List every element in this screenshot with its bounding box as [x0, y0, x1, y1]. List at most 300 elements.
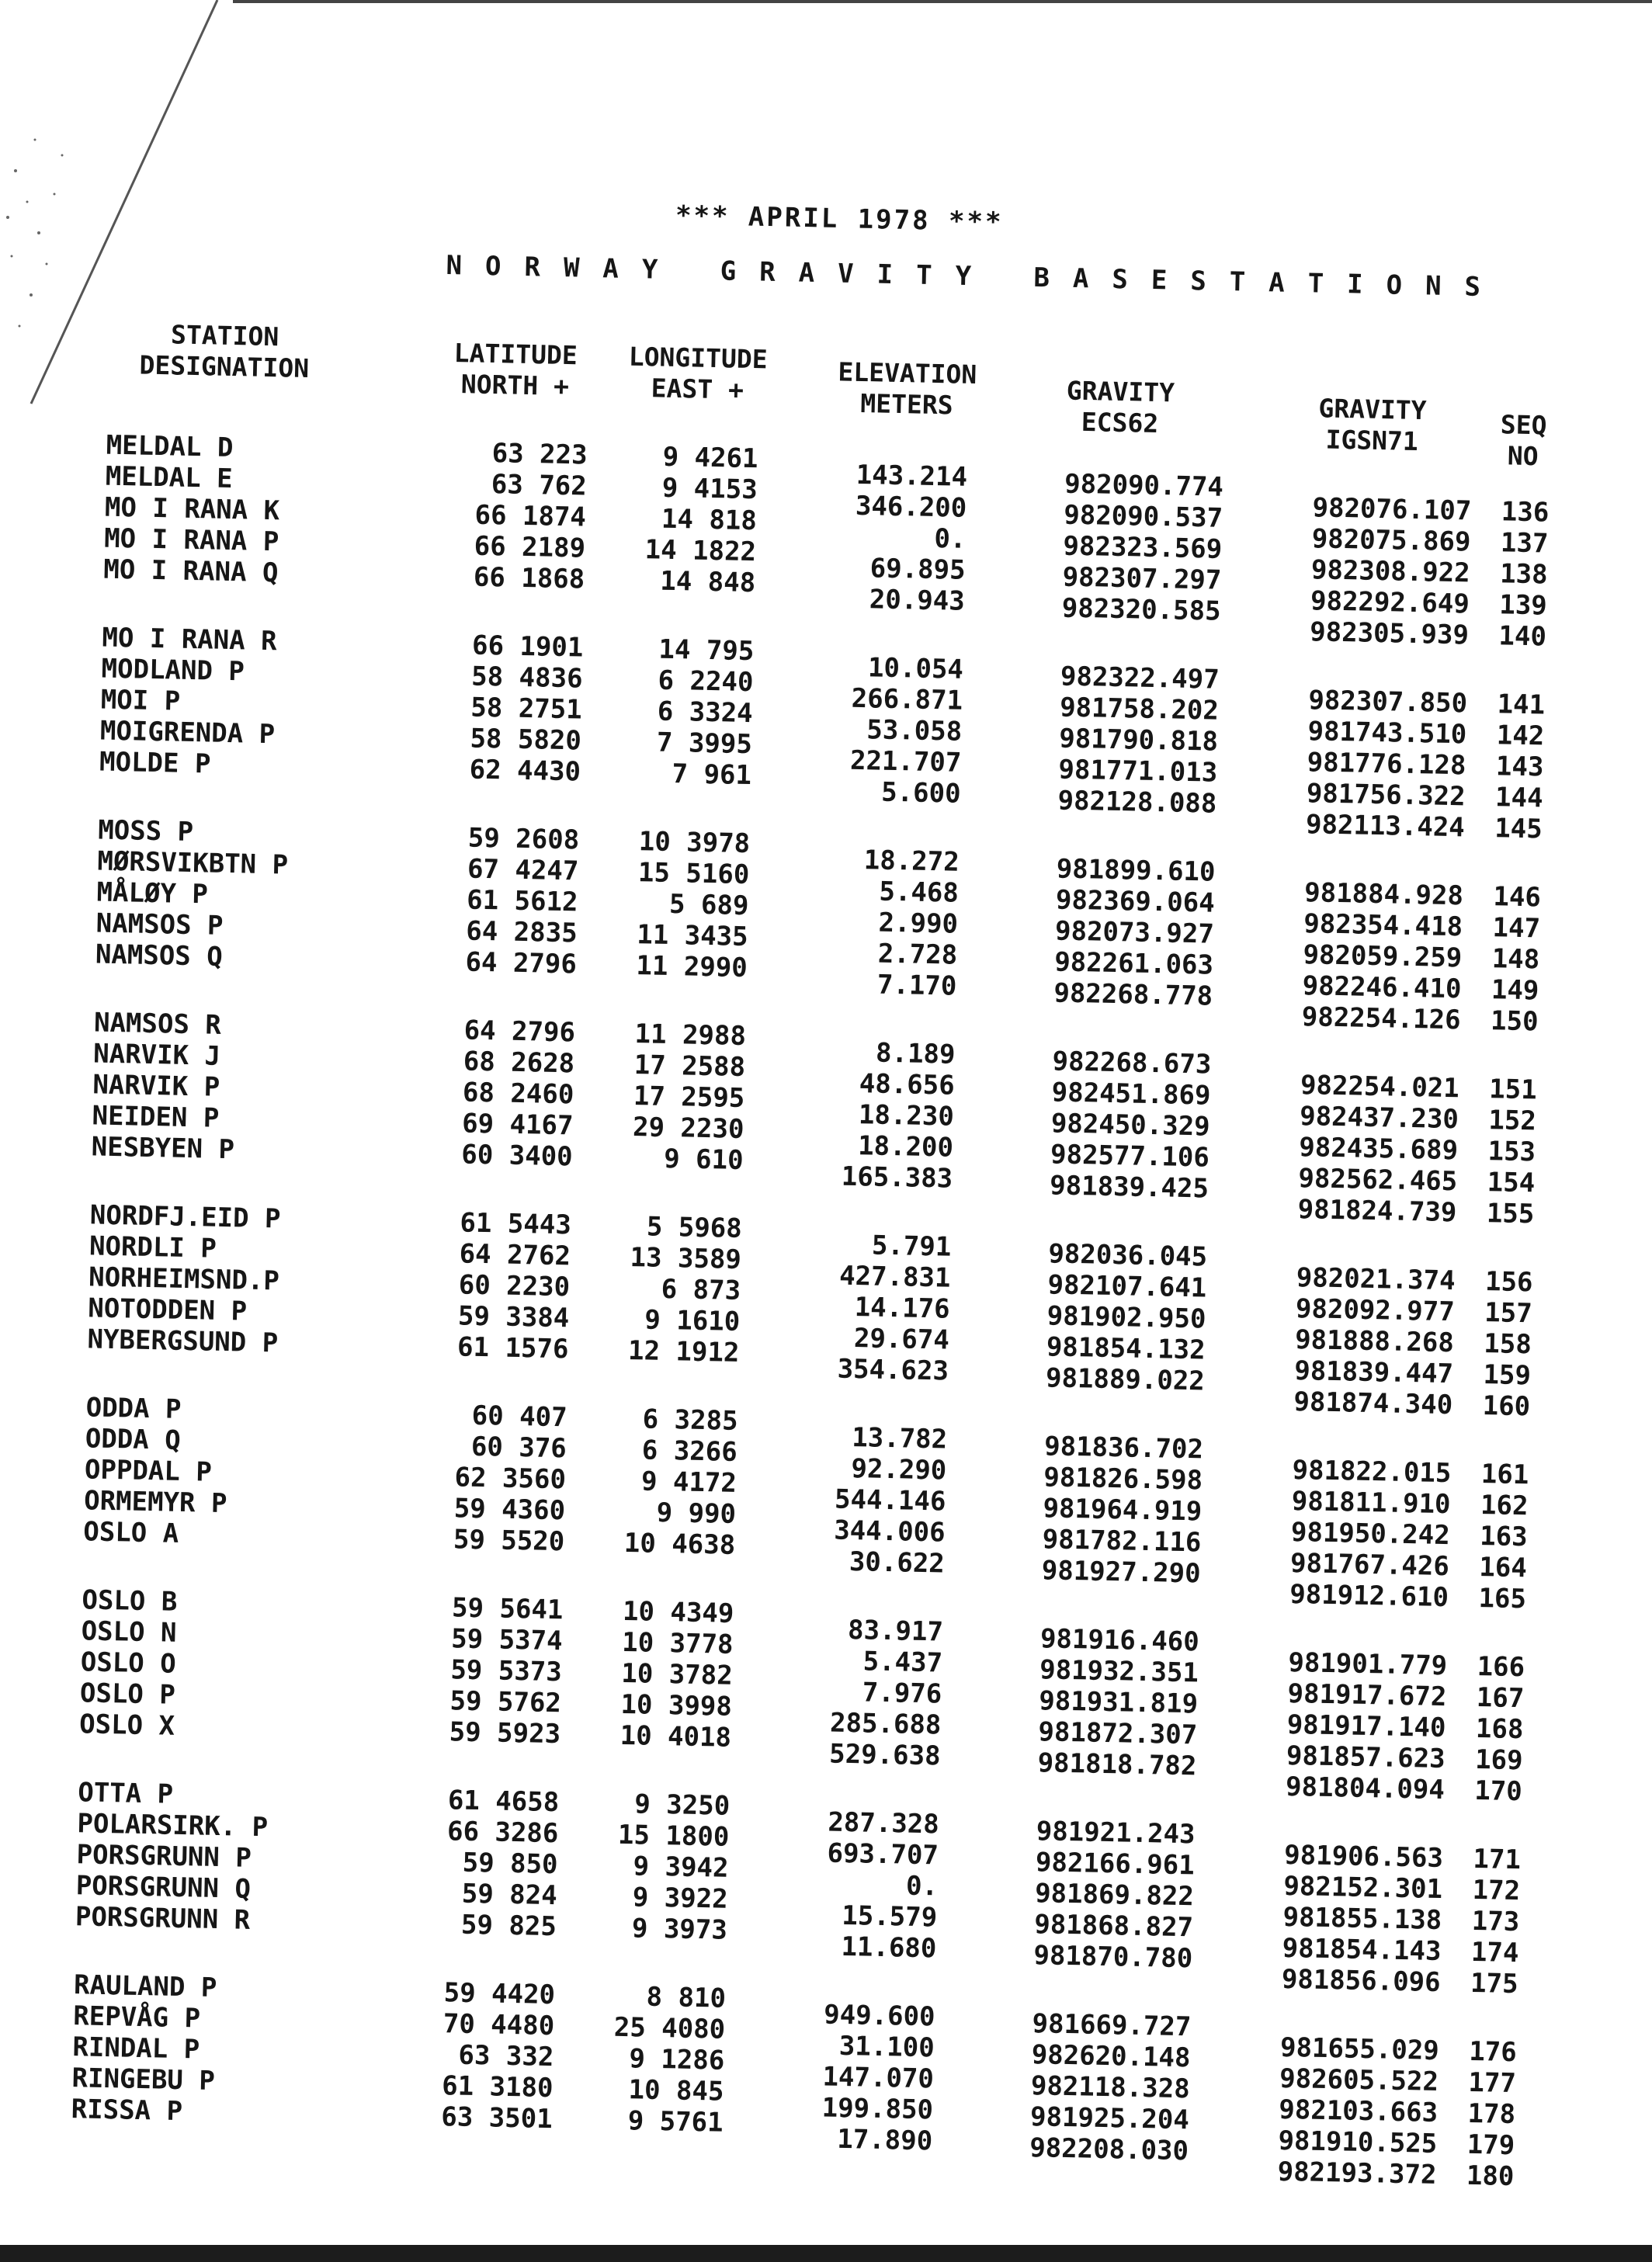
seq-number-cell: 166 — [1477, 1650, 1525, 1684]
elevation-cell: 48.656 — [859, 1068, 956, 1102]
station-name: MELDAL E — [105, 460, 233, 495]
longitude-cell: 10 4638 — [623, 1527, 736, 1561]
elevation-cell: 18.230 — [858, 1099, 955, 1133]
latitude-cell: 61 4658 — [447, 1785, 560, 1819]
station-name: ODDA P — [85, 1392, 182, 1425]
seq-number-cell: 179 — [1466, 2128, 1515, 2162]
station-name: OSLO X — [78, 1709, 175, 1742]
elevation-cell: 344.006 — [833, 1514, 946, 1549]
gravity-igsn71-cell: 982435.689 — [1298, 1131, 1459, 1167]
elevation-cell: 18.200 — [857, 1130, 954, 1164]
gravity-ecs62-cell: 981932.351 — [1039, 1654, 1199, 1689]
longitude-cell: 14 1822 — [644, 534, 757, 568]
report-date: *** APRIL 1978 *** — [675, 199, 1004, 238]
gravity-igsn71-cell: 982308.922 — [1310, 554, 1471, 589]
station-name: MO I RANA P — [103, 522, 279, 558]
longitude-cell: 14 818 — [661, 503, 758, 537]
longitude-cell: 5 5968 — [646, 1211, 743, 1244]
longitude-cell: 9 4153 — [661, 472, 758, 506]
longitude-cell: 11 2990 — [636, 950, 748, 984]
latitude-cell: 68 2460 — [462, 1077, 574, 1111]
latitude-cell: 64 2796 — [463, 1015, 576, 1049]
gravity-ecs62-cell: 982208.030 — [1029, 2132, 1189, 2167]
seq-number-cell: 141 — [1497, 689, 1546, 721]
gravity-igsn71-cell: 982152.301 — [1283, 1870, 1443, 1906]
longitude-cell: 7 3995 — [656, 727, 753, 761]
longitude-cell: 9 5761 — [627, 2105, 724, 2139]
gravity-igsn71-cell: 981767.426 — [1289, 1547, 1450, 1583]
gravity-igsn71-cell: 982605.522 — [1279, 2063, 1439, 2098]
gravity-ecs62-cell: 982577.106 — [1050, 1139, 1210, 1174]
station-name: NYBERGSUND P — [87, 1324, 279, 1359]
station-name: NARVIK J — [92, 1038, 221, 1072]
gravity-ecs62-cell: 982073.927 — [1054, 915, 1215, 950]
gravity-ecs62-cell: 982090.774 — [1064, 468, 1224, 503]
gravity-ecs62-cell: 981916.460 — [1039, 1623, 1200, 1658]
latitude-cell: 59 5520 — [453, 1524, 565, 1558]
latitude-cell: 58 2751 — [470, 692, 583, 726]
station-name: NAMSOS R — [93, 1007, 222, 1041]
longitude-cell: 12 1912 — [627, 1334, 740, 1369]
station-name: RINGEBU P — [71, 2063, 216, 2097]
station-name: OPPDAL P — [84, 1454, 213, 1488]
seq-number-cell: 150 — [1490, 1005, 1539, 1038]
elevation-cell: 13.782 — [851, 1422, 948, 1455]
latitude-cell: 58 5820 — [470, 723, 582, 757]
longitude-cell: 9 990 — [656, 1497, 737, 1530]
elevation-cell: 5.791 — [871, 1230, 952, 1263]
station-name: PORSGRUNN P — [76, 1839, 252, 1874]
seq-number-cell: 167 — [1476, 1681, 1525, 1715]
gravity-igsn71-cell: 982076.107 — [1312, 492, 1472, 527]
elevation-cell: 30.622 — [849, 1546, 946, 1580]
gravity-igsn71-cell: 982307.850 — [1308, 685, 1468, 720]
elevation-cell: 0. — [934, 522, 967, 555]
longitude-cell: 9 3250 — [633, 1788, 731, 1822]
station-name: MOI P — [100, 684, 181, 717]
gravity-igsn71-cell: 982021.374 — [1296, 1261, 1456, 1297]
seq-number-cell: 153 — [1487, 1136, 1536, 1168]
seq-number-cell: 149 — [1491, 974, 1539, 1007]
gravity-igsn71-cell: 981743.510 — [1307, 716, 1467, 751]
seq-number-cell: 168 — [1475, 1712, 1524, 1746]
elevation-cell: 2.990 — [878, 907, 959, 940]
station-name: REPVÅG P — [72, 2000, 201, 2035]
latitude-cell: 63 762 — [491, 469, 588, 502]
station-name: NOTODDEN P — [87, 1292, 248, 1327]
station-name: OSLO P — [79, 1677, 176, 1711]
elevation-cell: 266.871 — [851, 682, 963, 716]
gravity-ecs62-cell: 981931.819 — [1038, 1685, 1199, 1720]
gravity-igsn71-cell: 981917.672 — [1287, 1677, 1447, 1713]
gravity-ecs62-cell: 981790.818 — [1058, 723, 1219, 758]
gravity-ecs62-cell: 981872.307 — [1038, 1716, 1198, 1751]
scan-bottom-edge — [0, 2245, 1652, 2262]
gravity-igsn71-cell: 981888.268 — [1294, 1324, 1455, 1359]
station-name: RAULAND P — [73, 1969, 217, 2004]
gravity-ecs62-cell: 982166.961 — [1035, 1847, 1196, 1882]
station-name: MØRSVIKBTN P — [97, 845, 289, 881]
longitude-cell: 7 961 — [672, 758, 752, 792]
latitude-cell: 59 850 — [462, 1847, 558, 1881]
station-name: RISSA P — [71, 2094, 183, 2128]
gravity-ecs62-cell: 982107.641 — [1047, 1269, 1207, 1304]
gravity-ecs62-cell: 981758.202 — [1059, 692, 1220, 727]
latitude-cell: 61 1576 — [456, 1331, 569, 1365]
longitude-cell: 9 1610 — [644, 1304, 741, 1337]
longitude-cell: 6 3324 — [657, 696, 754, 730]
latitude-cell: 62 3560 — [454, 1462, 567, 1496]
seq-number-cell: 136 — [1501, 496, 1550, 529]
latitude-cell: 61 5443 — [460, 1207, 572, 1241]
station-name: OSLO N — [81, 1615, 177, 1649]
seq-number-cell: 158 — [1483, 1328, 1532, 1361]
longitude-cell: 25 4080 — [613, 2011, 726, 2045]
elevation-cell: 529.638 — [828, 1738, 941, 1772]
latitude-cell: 63 3501 — [440, 2101, 554, 2135]
longitude-cell: 11 3435 — [636, 919, 749, 953]
seq-number-cell: 138 — [1499, 558, 1549, 591]
longitude-cell: 17 2595 — [633, 1081, 745, 1115]
latitude-cell: 59 5373 — [450, 1654, 563, 1688]
gravity-ecs62-cell: 981921.243 — [1036, 1816, 1196, 1851]
elevation-cell: 949.600 — [823, 1999, 935, 2033]
seq-number-cell: 162 — [1480, 1489, 1529, 1522]
station-name: PORSGRUNN Q — [75, 1870, 252, 1905]
longitude-cell: 9 1286 — [629, 2043, 725, 2076]
gravity-ecs62-cell: 982451.869 — [1051, 1077, 1211, 1112]
latitude-cell: 60 376 — [470, 1431, 567, 1465]
elevation-cell: 5.468 — [879, 876, 960, 909]
seq-number-cell: 148 — [1491, 943, 1540, 976]
station-name: OTTA P — [77, 1777, 174, 1810]
gravity-ecs62-cell: 982036.045 — [1048, 1238, 1208, 1273]
gravity-ecs62-cell: 982268.673 — [1052, 1046, 1212, 1081]
elevation-cell: 285.688 — [829, 1707, 942, 1741]
latitude-cell: 59 825 — [460, 1909, 557, 1943]
seq-number-cell: 152 — [1488, 1105, 1537, 1137]
station-name: NAMSOS P — [95, 907, 224, 942]
longitude-cell: 15 1800 — [617, 1819, 730, 1853]
station-name: MÅLØY P — [96, 876, 209, 911]
elevation-cell: 7.170 — [876, 969, 957, 1002]
latitude-cell: 63 223 — [491, 438, 588, 471]
elevation-cell: 17.890 — [836, 2123, 933, 2157]
seq-number-cell: 140 — [1498, 620, 1547, 653]
longitude-cell: 5 689 — [668, 888, 749, 922]
latitude-cell: 59 5641 — [451, 1592, 564, 1626]
latitude-cell: 59 3384 — [457, 1300, 570, 1334]
seq-number-cell: 157 — [1484, 1297, 1533, 1330]
seq-number-cell: 169 — [1474, 1743, 1524, 1777]
gravity-igsn71-cell: 981839.447 — [1293, 1355, 1454, 1390]
seq-number-cell: 165 — [1478, 1582, 1527, 1615]
gravity-ecs62-cell: 982320.585 — [1061, 592, 1221, 627]
longitude-cell: 9 3942 — [633, 1851, 729, 1884]
elevation-cell: 427.831 — [838, 1260, 951, 1294]
longitude-cell: 9 3922 — [632, 1882, 729, 1915]
seq-number-cell: 172 — [1472, 1874, 1521, 1907]
station-name: RINDAL P — [72, 2031, 200, 2066]
station-name: ORMEMYR P — [83, 1485, 227, 1520]
station-name: PORSGRUNN R — [75, 1901, 251, 1936]
report-title: NORWAY GRAVITY BASESTATIONS — [446, 250, 1504, 304]
longitude-cell: 10 4018 — [620, 1719, 732, 1754]
station-name: NEIDEN P — [92, 1100, 220, 1134]
elevation-cell: 199.850 — [821, 2092, 934, 2126]
gravity-igsn71-cell: 982354.418 — [1303, 908, 1463, 943]
latitude-cell: 62 4430 — [469, 754, 581, 788]
station-name: POLARSIRK. P — [77, 1808, 269, 1844]
longitude-cell: 10 3782 — [620, 1657, 734, 1691]
seq-number-cell: 161 — [1480, 1459, 1529, 1491]
seq-number-cell: 174 — [1470, 1936, 1519, 1969]
station-name: MOIGRENDA P — [99, 715, 276, 751]
station-name: MODLAND P — [101, 653, 245, 688]
latitude-cell: 66 3286 — [446, 1816, 559, 1850]
gravity-ecs62-cell: 982369.064 — [1055, 884, 1216, 919]
gravity-ecs62-cell: 982090.537 — [1063, 499, 1223, 534]
gravity-ecs62-cell: 982307.297 — [1062, 561, 1222, 596]
seq-number-cell: 178 — [1467, 2097, 1516, 2131]
latitude-cell: 67 4247 — [467, 853, 579, 887]
scan-top-edge — [233, 0, 1652, 11]
latitude-cell: 59 5762 — [449, 1685, 562, 1719]
longitude-cell: 8 810 — [646, 1981, 727, 2014]
gravity-igsn71-cell: 981950.242 — [1290, 1516, 1451, 1552]
latitude-cell: 59 5923 — [449, 1716, 561, 1750]
elevation-cell: 29.674 — [853, 1323, 950, 1356]
gravity-igsn71-cell: 982305.939 — [1309, 616, 1470, 651]
col-gravity-igsn71-header: GRAVITY IGSN71 — [1318, 393, 1427, 457]
station-name: NORDFJ.EID P — [89, 1199, 281, 1235]
station-name: NORDLI P — [88, 1230, 217, 1265]
elevation-cell: 147.070 — [822, 2061, 935, 2095]
elevation-cell: 14.176 — [854, 1292, 951, 1325]
gravity-ecs62-cell: 981771.013 — [1058, 754, 1218, 789]
longitude-cell: 10 3978 — [638, 826, 751, 860]
gravity-ecs62-cell: 981854.132 — [1046, 1331, 1206, 1366]
seq-number-cell: 170 — [1473, 1775, 1523, 1808]
elevation-cell: 287.328 — [828, 1806, 940, 1840]
seq-number-cell: 151 — [1488, 1074, 1538, 1106]
gravity-igsn71-cell: 982113.424 — [1305, 809, 1466, 844]
gravity-ecs62-cell: 981925.204 — [1029, 2101, 1190, 2136]
longitude-cell: 6 3266 — [641, 1435, 738, 1468]
longitude-cell: 13 3589 — [630, 1241, 742, 1275]
gravity-ecs62-cell: 981902.950 — [1046, 1300, 1206, 1335]
gravity-ecs62-cell: 981782.116 — [1042, 1524, 1202, 1559]
gravity-ecs62-cell: 982261.063 — [1053, 946, 1214, 981]
station-name: NESBYEN P — [91, 1131, 235, 1166]
latitude-cell: 59 824 — [461, 1878, 558, 1912]
gravity-igsn71-cell: 982193.372 — [1277, 2156, 1437, 2191]
gravity-igsn71-cell: 981854.143 — [1282, 1932, 1442, 1968]
gravity-ecs62-cell: 981839.425 — [1049, 1170, 1210, 1205]
station-name: NORHEIMSND.P — [88, 1261, 280, 1297]
station-name: MELDAL D — [106, 429, 234, 464]
elevation-cell: 31.100 — [838, 2030, 935, 2064]
longitude-cell: 15 5160 — [637, 857, 750, 891]
seq-number-cell: 173 — [1471, 1905, 1520, 1938]
gravity-igsn71-cell: 981901.779 — [1288, 1646, 1448, 1682]
gravity-ecs62-cell: 982620.148 — [1031, 2039, 1191, 2074]
latitude-cell: 60 2230 — [458, 1269, 571, 1303]
seq-number-cell: 142 — [1496, 720, 1545, 752]
latitude-cell: 64 2762 — [459, 1238, 571, 1272]
gravity-igsn71-cell: 982103.663 — [1278, 2094, 1439, 2129]
latitude-cell: 66 2189 — [474, 530, 586, 564]
gravity-igsn71-cell: 981655.029 — [1279, 2031, 1440, 2067]
gravity-igsn71-cell: 981804.094 — [1285, 1771, 1446, 1806]
station-name: MOSS P — [97, 814, 194, 848]
seq-number-cell: 147 — [1492, 912, 1541, 945]
gravity-igsn71-cell: 981910.525 — [1278, 2125, 1438, 2160]
gravity-igsn71-cell: 982562.465 — [1298, 1162, 1458, 1198]
latitude-cell: 58 4836 — [470, 661, 583, 695]
col-latitude-header: LATITUDE NORTH + — [453, 337, 578, 402]
gravity-igsn71-cell: 982059.259 — [1303, 939, 1463, 974]
seq-number-cell: 176 — [1468, 2035, 1518, 2069]
longitude-cell: 10 845 — [628, 2074, 724, 2108]
longitude-cell: 14 848 — [659, 565, 756, 599]
gravity-ecs62-cell: 981889.022 — [1045, 1362, 1206, 1397]
latitude-cell: 64 2835 — [465, 915, 578, 949]
station-name: NARVIK P — [92, 1069, 220, 1103]
gravity-igsn71-cell: 981824.739 — [1297, 1193, 1457, 1229]
data-table — [0, 313, 1652, 2226]
station-name: MO I RANA R — [102, 622, 278, 657]
col-station-header: STATION DESIGNATION — [139, 319, 310, 384]
gravity-ecs62-cell: 981818.782 — [1037, 1747, 1197, 1782]
latitude-cell: 61 5612 — [466, 884, 578, 918]
station-name: MO I RANA K — [104, 491, 280, 527]
elevation-cell: 20.943 — [869, 584, 966, 617]
gravity-ecs62-cell: 981869.822 — [1034, 1878, 1195, 1913]
seq-number-cell: 144 — [1494, 782, 1543, 814]
elevation-cell: 346.200 — [855, 490, 967, 524]
elevation-cell: 18.272 — [863, 845, 960, 878]
gravity-ecs62-cell: 982323.569 — [1063, 530, 1223, 565]
elevation-cell: 221.707 — [849, 744, 962, 779]
gravity-igsn71-cell: 981857.623 — [1286, 1740, 1446, 1775]
seq-number-cell: 164 — [1478, 1551, 1528, 1584]
latitude-cell: 59 2608 — [467, 822, 580, 856]
gravity-igsn71-cell: 981856.096 — [1281, 1963, 1442, 1999]
gravity-igsn71-cell: 981874.340 — [1293, 1386, 1453, 1421]
longitude-cell: 9 610 — [663, 1143, 744, 1177]
longitude-cell: 10 3998 — [620, 1688, 733, 1723]
seq-number-cell: 163 — [1479, 1520, 1529, 1553]
gravity-igsn71-cell: 981912.610 — [1289, 1578, 1449, 1614]
elevation-cell: 69.895 — [869, 553, 966, 586]
latitude-cell: 70 4480 — [442, 2008, 555, 2042]
latitude-cell: 60 407 — [471, 1400, 567, 1434]
longitude-cell: 17 2588 — [633, 1049, 746, 1084]
seq-number-cell: 159 — [1483, 1359, 1532, 1392]
gravity-igsn71-cell: 982092.977 — [1295, 1292, 1456, 1328]
gravity-ecs62-cell: 981927.290 — [1041, 1555, 1201, 1590]
latitude-cell: 61 3180 — [441, 2070, 554, 2104]
elevation-cell: 2.728 — [877, 938, 958, 971]
col-seq-header: SEQ NO — [1500, 409, 1547, 472]
longitude-cell: 9 4261 — [662, 441, 758, 475]
gravity-igsn71-cell: 982246.410 — [1302, 970, 1462, 1005]
seq-number-cell: 175 — [1470, 1967, 1518, 2000]
latitude-cell: 59 4360 — [453, 1493, 566, 1527]
gravity-igsn71-cell: 981776.128 — [1307, 747, 1466, 782]
elevation-cell: 83.917 — [847, 1614, 944, 1648]
latitude-cell: 66 1901 — [471, 630, 584, 664]
gravity-ecs62-cell: 981836.702 — [1043, 1431, 1204, 1466]
col-longitude-header: LONGITUDE EAST + — [628, 341, 769, 405]
gravity-igsn71-cell: 981756.322 — [1306, 778, 1466, 813]
gravity-igsn71-cell: 981884.928 — [1303, 877, 1464, 912]
gravity-ecs62-cell: 982118.328 — [1030, 2070, 1191, 2105]
gravity-igsn71-cell: 982075.869 — [1311, 523, 1471, 558]
gravity-igsn71-cell: 981906.563 — [1283, 1839, 1444, 1875]
gravity-igsn71-cell: 982254.021 — [1300, 1070, 1460, 1105]
seq-number-cell: 156 — [1484, 1266, 1533, 1299]
longitude-cell: 10 3778 — [621, 1626, 734, 1660]
elevation-cell: 11.680 — [841, 1931, 937, 1965]
station-name: MO I RANA Q — [102, 553, 279, 589]
station-name: NAMSOS Q — [95, 938, 224, 973]
gravity-igsn71-cell: 981917.140 — [1286, 1709, 1446, 1744]
latitude-cell: 66 1874 — [474, 499, 587, 533]
gravity-ecs62-cell: 982128.088 — [1057, 785, 1217, 820]
col-gravity-ecs62-header: GRAVITY ECS62 — [1066, 375, 1175, 439]
longitude-cell: 9 4172 — [640, 1466, 738, 1499]
gravity-igsn71-cell: 982437.230 — [1299, 1101, 1459, 1136]
latitude-cell: 60 3400 — [460, 1139, 574, 1173]
elevation-cell: 143.214 — [856, 459, 968, 493]
elevation-cell: 165.383 — [841, 1160, 953, 1195]
elevation-cell: 0. — [905, 1870, 939, 1903]
latitude-cell: 68 2628 — [463, 1046, 575, 1080]
seq-number-cell: 171 — [1473, 1843, 1522, 1876]
gravity-ecs62-cell: 982450.329 — [1050, 1108, 1211, 1143]
gravity-igsn71-cell: 981811.910 — [1291, 1485, 1451, 1521]
longitude-cell: 6 2240 — [658, 664, 754, 699]
gravity-ecs62-cell: 981870.780 — [1033, 1940, 1193, 1975]
longitude-cell: 11 2988 — [634, 1018, 747, 1053]
gravity-igsn71-cell: 981822.015 — [1292, 1454, 1452, 1490]
gravity-igsn71-cell: 982292.649 — [1310, 585, 1470, 620]
elevation-cell: 53.058 — [866, 714, 963, 748]
elevation-cell: 7.976 — [862, 1677, 942, 1710]
elevation-cell: 10.054 — [867, 652, 964, 685]
seq-number-cell: 146 — [1493, 881, 1542, 914]
seq-number-cell: 160 — [1482, 1390, 1531, 1423]
seq-number-cell: 155 — [1486, 1198, 1535, 1230]
longitude-cell: 29 2230 — [632, 1112, 744, 1146]
gravity-igsn71-cell: 981855.138 — [1282, 1901, 1442, 1937]
elevation-cell: 544.146 — [834, 1483, 946, 1518]
seq-number-cell: 177 — [1468, 2066, 1517, 2100]
longitude-cell: 10 4349 — [622, 1595, 734, 1629]
latitude-cell: 59 4420 — [443, 1977, 556, 2011]
gravity-ecs62-cell: 981826.598 — [1043, 1462, 1203, 1497]
latitude-cell: 63 332 — [458, 2039, 554, 2073]
gravity-ecs62-cell: 981964.919 — [1043, 1493, 1203, 1528]
col-elevation-header: ELEVATION METERS — [838, 356, 977, 421]
longitude-cell: 9 3973 — [631, 1913, 728, 1946]
seq-number-cell: 143 — [1495, 751, 1544, 783]
seq-number-cell: 180 — [1466, 2160, 1515, 2193]
latitude-cell: 69 4167 — [461, 1108, 574, 1142]
latitude-cell: 59 5374 — [450, 1623, 563, 1657]
